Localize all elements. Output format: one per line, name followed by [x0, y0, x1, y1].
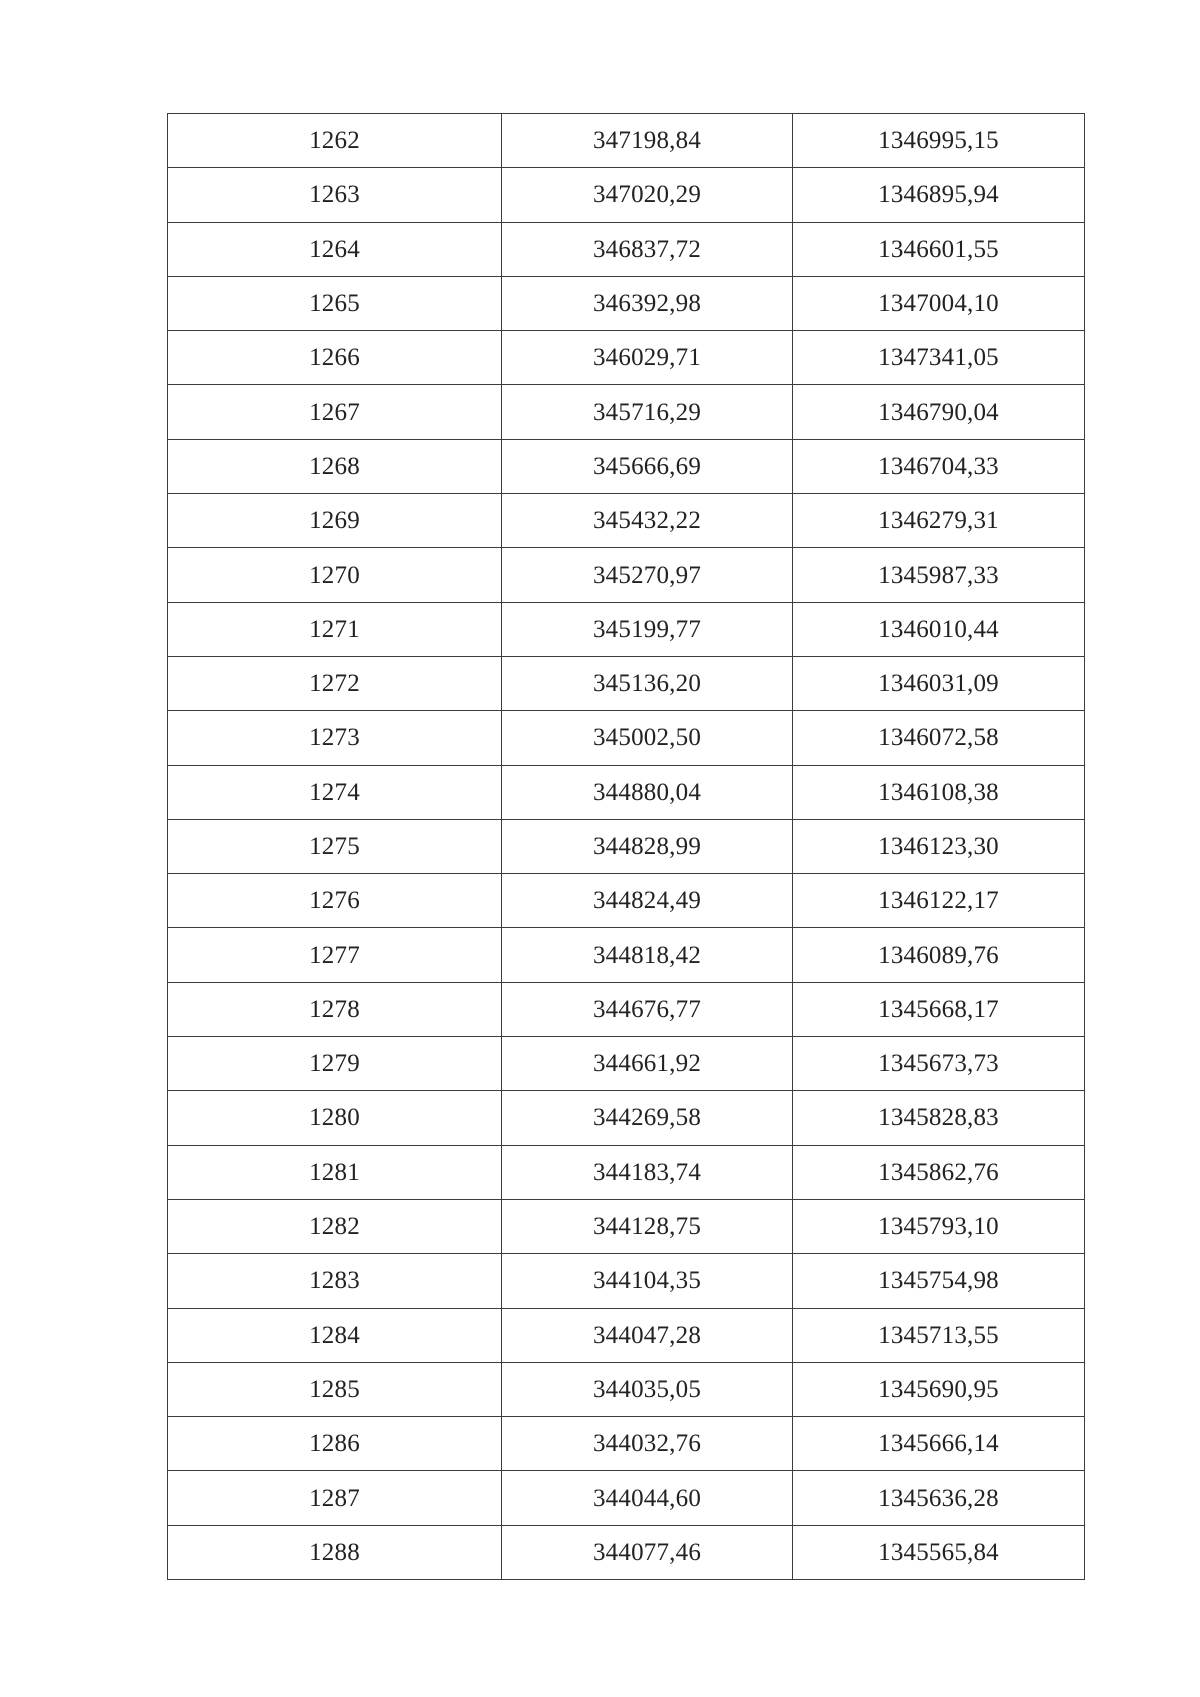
x-coordinate-cell: 344128,75 [502, 1199, 793, 1253]
y-coordinate-cell: 1345666,14 [793, 1417, 1085, 1471]
point-number-cell: 1281 [168, 1145, 502, 1199]
x-coordinate-cell: 347020,29 [502, 168, 793, 222]
x-coordinate-cell: 345270,97 [502, 548, 793, 602]
point-number-cell: 1282 [168, 1199, 502, 1253]
table-row [168, 1254, 1085, 1308]
point-number-cell: 1271 [168, 602, 502, 656]
y-coordinate-cell: 1345754,98 [793, 1254, 1085, 1308]
coordinates-table [167, 113, 1085, 1580]
y-coordinate-cell: 1345690,95 [793, 1362, 1085, 1416]
table-row [168, 1362, 1085, 1416]
table-row [168, 276, 1085, 330]
table-row [168, 1091, 1085, 1145]
y-coordinate-cell: 1347004,10 [793, 276, 1085, 330]
point-number-cell: 1283 [168, 1254, 502, 1308]
table-row [168, 819, 1085, 873]
point-number-cell: 1274 [168, 765, 502, 819]
x-coordinate-cell: 344824,49 [502, 874, 793, 928]
point-number-cell: 1276 [168, 874, 502, 928]
point-number-cell: 1285 [168, 1362, 502, 1416]
x-coordinate-cell: 344880,04 [502, 765, 793, 819]
x-coordinate-cell: 344676,77 [502, 982, 793, 1036]
table-row [168, 1037, 1085, 1091]
x-coordinate-cell: 344035,05 [502, 1362, 793, 1416]
table-row [168, 1471, 1085, 1525]
y-coordinate-cell: 1346108,38 [793, 765, 1085, 819]
y-coordinate-cell: 1345668,17 [793, 982, 1085, 1036]
x-coordinate-cell: 344032,76 [502, 1417, 793, 1471]
y-coordinate-cell: 1345673,73 [793, 1037, 1085, 1091]
x-coordinate-cell: 346029,71 [502, 331, 793, 385]
y-coordinate-cell: 1346010,44 [793, 602, 1085, 656]
table-row [168, 602, 1085, 656]
y-coordinate-cell: 1346089,76 [793, 928, 1085, 982]
y-coordinate-cell: 1346704,33 [793, 439, 1085, 493]
point-number-cell: 1284 [168, 1308, 502, 1362]
table-row [168, 765, 1085, 819]
x-coordinate-cell: 344661,92 [502, 1037, 793, 1091]
point-number-cell: 1272 [168, 656, 502, 710]
table-row [168, 1308, 1085, 1362]
table-row [168, 874, 1085, 928]
table-row [168, 331, 1085, 385]
point-number-cell: 1286 [168, 1417, 502, 1471]
point-number-cell: 1263 [168, 168, 502, 222]
x-coordinate-cell: 344183,74 [502, 1145, 793, 1199]
x-coordinate-cell: 345432,22 [502, 494, 793, 548]
x-coordinate-cell: 345199,77 [502, 602, 793, 656]
point-number-cell: 1279 [168, 1037, 502, 1091]
x-coordinate-cell: 344047,28 [502, 1308, 793, 1362]
point-number-cell: 1268 [168, 439, 502, 493]
table-row [168, 1525, 1085, 1579]
x-coordinate-cell: 345136,20 [502, 656, 793, 710]
x-coordinate-cell: 347198,84 [502, 114, 793, 168]
x-coordinate-cell: 344104,35 [502, 1254, 793, 1308]
y-coordinate-cell: 1345828,83 [793, 1091, 1085, 1145]
x-coordinate-cell: 344818,42 [502, 928, 793, 982]
table-row [168, 114, 1085, 168]
point-number-cell: 1267 [168, 385, 502, 439]
table-row [168, 928, 1085, 982]
x-coordinate-cell: 344269,58 [502, 1091, 793, 1145]
y-coordinate-cell: 1346123,30 [793, 819, 1085, 873]
table-row [168, 1417, 1085, 1471]
table-row [168, 711, 1085, 765]
table-row [168, 1145, 1085, 1199]
table-row [168, 385, 1085, 439]
table-row [168, 439, 1085, 493]
x-coordinate-cell: 346837,72 [502, 222, 793, 276]
y-coordinate-cell: 1345713,55 [793, 1308, 1085, 1362]
x-coordinate-cell: 345716,29 [502, 385, 793, 439]
point-number-cell: 1280 [168, 1091, 502, 1145]
coordinates-table-body [168, 114, 1085, 1580]
y-coordinate-cell: 1346790,04 [793, 385, 1085, 439]
point-number-cell: 1266 [168, 331, 502, 385]
y-coordinate-cell: 1346031,09 [793, 656, 1085, 710]
point-number-cell: 1277 [168, 928, 502, 982]
table-row [168, 982, 1085, 1036]
y-coordinate-cell: 1346072,58 [793, 711, 1085, 765]
x-coordinate-cell: 344077,46 [502, 1525, 793, 1579]
x-coordinate-cell: 345666,69 [502, 439, 793, 493]
x-coordinate-cell: 346392,98 [502, 276, 793, 330]
y-coordinate-cell: 1346995,15 [793, 114, 1085, 168]
point-number-cell: 1262 [168, 114, 502, 168]
point-number-cell: 1270 [168, 548, 502, 602]
point-number-cell: 1273 [168, 711, 502, 765]
table-row [168, 548, 1085, 602]
point-number-cell: 1275 [168, 819, 502, 873]
y-coordinate-cell: 1346895,94 [793, 168, 1085, 222]
point-number-cell: 1288 [168, 1525, 502, 1579]
point-number-cell: 1278 [168, 982, 502, 1036]
y-coordinate-cell: 1345565,84 [793, 1525, 1085, 1579]
table-row [168, 168, 1085, 222]
x-coordinate-cell: 344044,60 [502, 1471, 793, 1525]
x-coordinate-cell: 344828,99 [502, 819, 793, 873]
y-coordinate-cell: 1346279,31 [793, 494, 1085, 548]
y-coordinate-cell: 1346122,17 [793, 874, 1085, 928]
point-number-cell: 1287 [168, 1471, 502, 1525]
y-coordinate-cell: 1345987,33 [793, 548, 1085, 602]
y-coordinate-cell: 1347341,05 [793, 331, 1085, 385]
y-coordinate-cell: 1345793,10 [793, 1199, 1085, 1253]
y-coordinate-cell: 1345636,28 [793, 1471, 1085, 1525]
point-number-cell: 1269 [168, 494, 502, 548]
point-number-cell: 1265 [168, 276, 502, 330]
y-coordinate-cell: 1346601,55 [793, 222, 1085, 276]
x-coordinate-cell: 345002,50 [502, 711, 793, 765]
table-row [168, 1199, 1085, 1253]
table-row [168, 222, 1085, 276]
point-number-cell: 1264 [168, 222, 502, 276]
table-row [168, 494, 1085, 548]
table-row [168, 656, 1085, 710]
y-coordinate-cell: 1345862,76 [793, 1145, 1085, 1199]
